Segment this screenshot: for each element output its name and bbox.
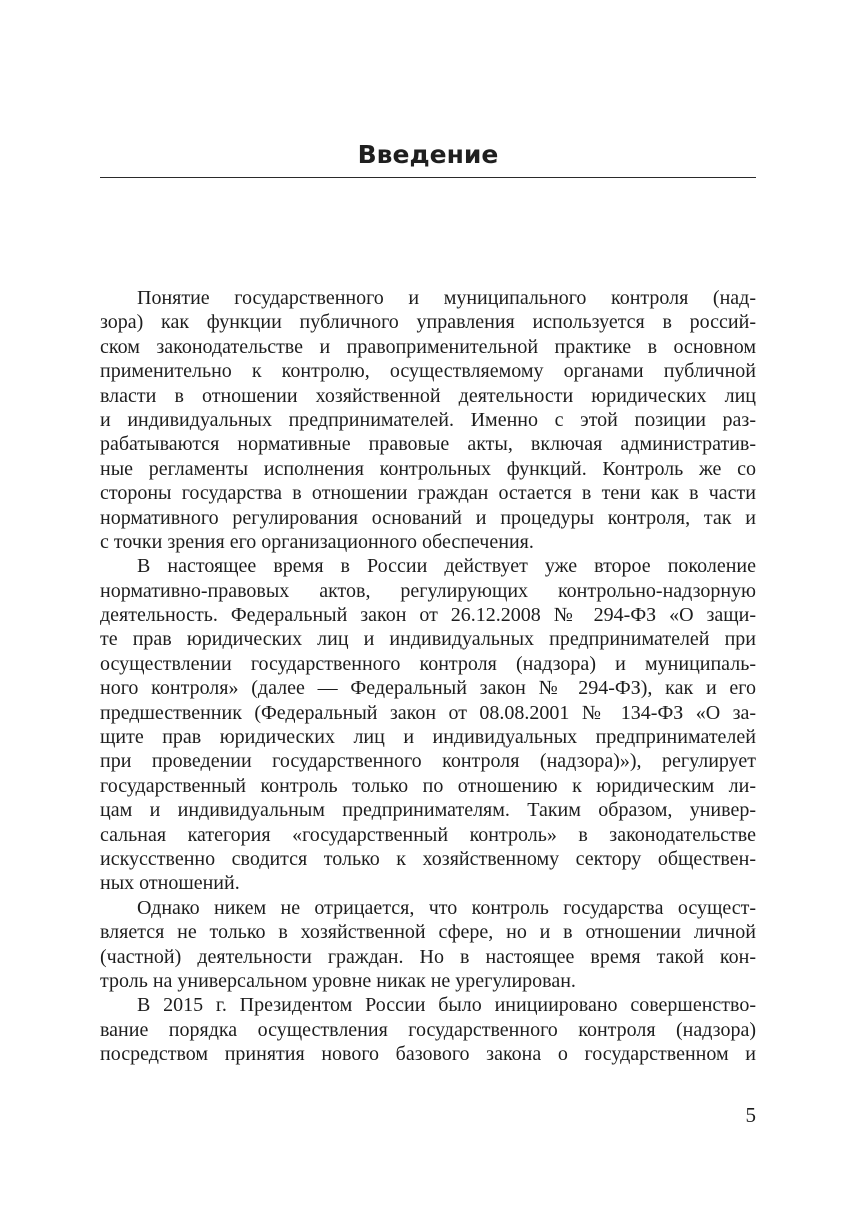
text-line: щите прав юридических лиц и индивидуальных предпринимателей <box>100 726 756 749</box>
text-line: сальная категория «государственный контроль» в законодательстве <box>100 823 756 846</box>
text-line: цам и индивидуальным предпринимателям. Таким образом, универ- <box>100 799 756 822</box>
text-line: вание порядка осуществления государственного контроля (надзора) <box>100 1018 756 1041</box>
text-line: с точки зрения его организационного обеспечения. <box>100 530 534 553</box>
text-line: при проведении государственного контроля (надзора)»), регулирует <box>100 750 756 773</box>
text-line: зора) как функции публичного управления используется в россий- <box>100 311 756 334</box>
text-line: те прав юридических лиц и индивидуальных предпринимателей при <box>100 628 756 651</box>
text-line: В настоящее время в России действует уже второе поколение <box>137 555 756 578</box>
text-line: стороны государства в отношении граждан остается в тени как в части <box>100 482 756 505</box>
title-underline <box>100 177 756 178</box>
text-line: применительно к контролю, осуществляемому органами публичной <box>100 360 756 383</box>
text-line: осуществлении государственного контроля (надзора) и муниципаль- <box>100 652 756 675</box>
text-line: предшественник (Федеральный закон от 08.08.2001 № 134-ФЗ «О за- <box>100 701 756 724</box>
page-number: 5 <box>745 1103 756 1127</box>
text-line: ском законодательстве и правоприменительной практике в основном <box>100 335 756 358</box>
body-text <box>100 286 756 1067</box>
text-line: (частной) деятельности граждан. Но в настоящее время такой кон- <box>100 945 756 968</box>
text-line: ного контроля» (далее — Федеральный закон № 294-ФЗ), как и его <box>100 677 756 700</box>
text-line: и индивидуальных предпринимателей. Именно с этой позиции раз- <box>100 408 756 431</box>
text-line: Однако никем не отрицается, что контроль государства осущест- <box>137 896 756 919</box>
text-line: ных отношений. <box>100 872 240 895</box>
text-line: Понятие государственного и муниципального контроля (над- <box>137 287 756 309</box>
text-line: власти в отношении хозяйственной деятельности юридических лиц <box>100 384 756 407</box>
text-line: посредством принятия нового базового закона о государственном и <box>100 1043 756 1066</box>
text-line: троль на универсальном уровне никак не урегулирован. <box>100 969 576 992</box>
text-line: государственный контроль только по отношению к юридическим ли- <box>100 774 756 797</box>
text-line: В 2015 г. Президентом России было инициировано совершенство- <box>137 994 756 1017</box>
chapter-title: Введение <box>357 140 499 169</box>
text-line: искусственно сводится только к хозяйственному сектору обществен- <box>100 847 756 870</box>
text-line: нормативно-правовых актов, регулирующих контрольно-надзорную <box>100 579 756 602</box>
text-line: рабатываются нормативные правовые акты, включая административ- <box>100 433 756 456</box>
text-line: ные регламенты исполнения контрольных функций. Контроль же со <box>100 457 756 480</box>
text-line: вляется не только в хозяйственной сфере, но и в отношении личной <box>100 921 756 944</box>
text-line: деятельность. Федеральный закон от 26.12.2008 № 294-ФЗ «О защи- <box>100 604 756 627</box>
text-line: нормативного регулирования оснований и процедуры контроля, так и <box>100 506 756 529</box>
